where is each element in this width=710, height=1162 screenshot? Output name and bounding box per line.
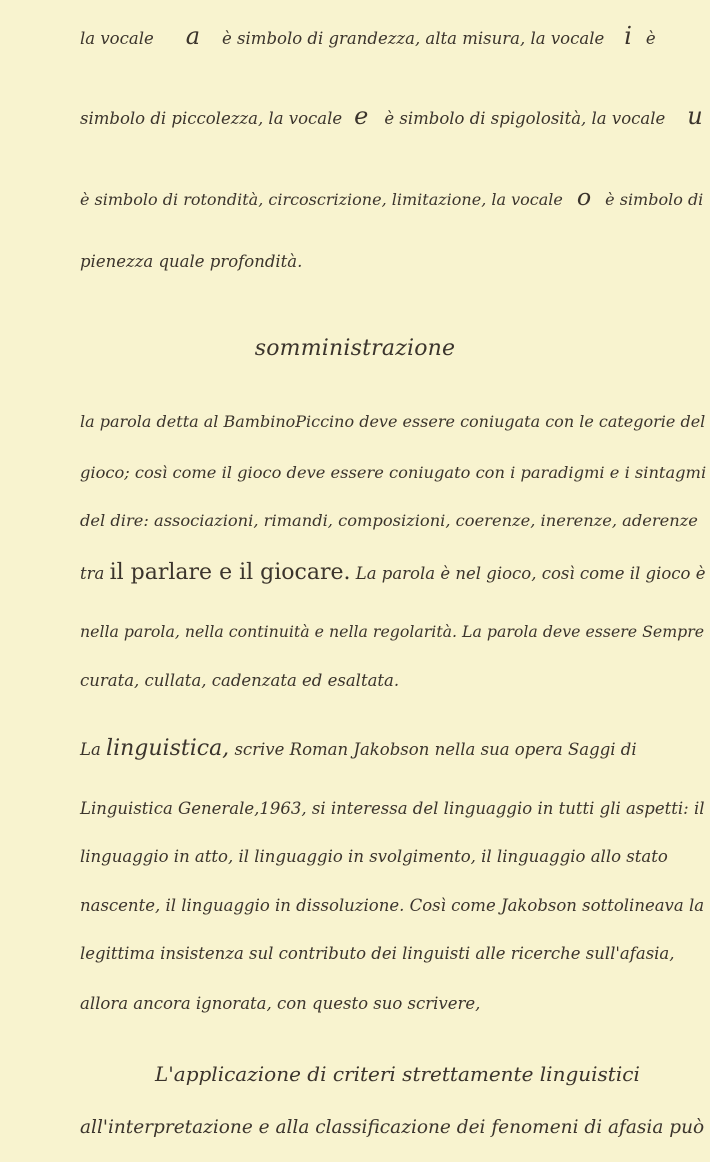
intro-line-2 (80, 104, 703, 128)
text: tra (80, 564, 105, 583)
para2-line-1 (80, 738, 637, 760)
section-title: somministrazione (254, 336, 456, 361)
text: è simbolo di (605, 190, 704, 209)
para2-line-2: Linguistica Generale,1963, si interessa del linguaggio in tutti gli aspetti: il (80, 799, 705, 818)
para2-line-4: nascente, il linguaggio in dissoluzione. Così come Jakobson sottolineava la (80, 896, 705, 915)
quote-line-1: L'applicazione di criteri strettamente linguistici (155, 1062, 640, 1086)
text: La (80, 740, 101, 759)
emphasis-text: linguistica, (106, 736, 230, 761)
vowel-o: o (576, 183, 592, 211)
para1-line-4 (80, 562, 705, 584)
para1-line-2: gioco; così come il gioco deve essere coniugato con i paradigmi e i sintagmi (80, 463, 707, 482)
text: è (645, 29, 656, 48)
vowel-i: i (624, 22, 632, 50)
quote-line-2: all'interpretazione e alla classificazione dei fenomeni di afasia può (80, 1117, 705, 1138)
vowel-e: e (354, 102, 369, 130)
intro-line-1 (80, 24, 656, 48)
para2-line-3: linguaggio in atto, il linguaggio in svolgimento, il linguaggio allo stato (80, 847, 668, 866)
text: La parola è nel gioco, così come il gioco è (355, 564, 706, 583)
intro-line-3 (80, 183, 704, 211)
text: la vocale (80, 29, 154, 48)
text: è simbolo di grandezza, alta misura, la vocale (222, 29, 605, 48)
para1-line-3: del dire: associazioni, rimandi, composizioni, coerenze, inerenze, aderenze (80, 511, 698, 530)
vowel-a: a (185, 22, 201, 50)
emphasis-text: il parlare e il giocare. (109, 560, 351, 585)
vowel-u: u (687, 102, 703, 130)
para1-line-6: curata, cullata, cadenzata ed esaltata. (80, 671, 400, 690)
para2-line-6: allora ancora ignorata, con questo suo scrivere, (80, 994, 481, 1013)
para1-line-1: la parola detta al BambinoPiccino deve essere coniugata con le categorie del (80, 412, 706, 431)
text: scrive Roman Jakobson nella sua opera Saggi di (234, 740, 637, 759)
para1-line-5: nella parola, nella continuità e nella regolarità. La parola deve essere Sempre (80, 622, 705, 641)
para2-line-5: legittima insistenza sul contributo dei linguisti alle ricerche sull'afasia, (80, 944, 675, 963)
intro-line-4: pienezza quale profondità. (80, 252, 303, 271)
text: simbolo di piccolezza, la vocale (80, 109, 343, 128)
text: è simbolo di rotondità, circoscrizione, limitazione, la vocale (80, 190, 563, 209)
text: è simbolo di spigolosità, la vocale (384, 109, 666, 128)
